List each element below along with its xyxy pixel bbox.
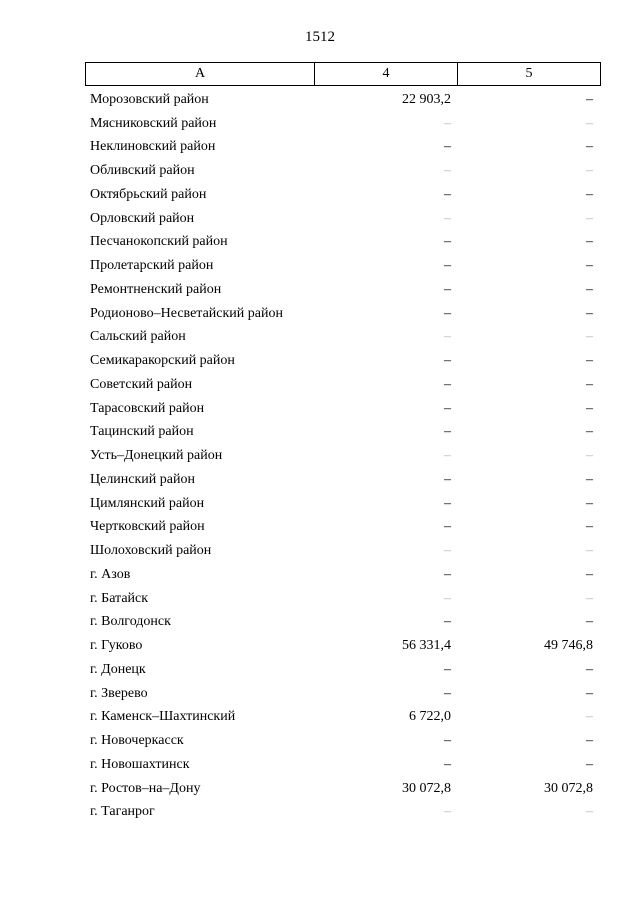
table-row bbox=[85, 658, 601, 682]
table-row bbox=[85, 492, 601, 516]
row-name: Морозовский район bbox=[90, 91, 209, 107]
row-value-col-5: 49 746,8 bbox=[544, 638, 593, 654]
row-value-col-5: – bbox=[586, 281, 593, 297]
row-value-col-4: – bbox=[444, 281, 451, 297]
row-value-col-4: – bbox=[444, 685, 451, 701]
row-value-col-4: 6 722,0 bbox=[409, 709, 451, 725]
table-row bbox=[85, 254, 601, 278]
row-value-col-4: – bbox=[444, 448, 451, 464]
table-row bbox=[85, 682, 601, 706]
row-name: г. Донецк bbox=[90, 661, 146, 677]
row-name: Сальский район bbox=[90, 329, 186, 345]
row-name: Тацинский район bbox=[90, 424, 194, 440]
row-value-col-4: – bbox=[444, 756, 451, 772]
row-value-col-4: – bbox=[444, 471, 451, 487]
row-value-col-5: – bbox=[586, 519, 593, 535]
row-value-col-5: – bbox=[586, 471, 593, 487]
table-row bbox=[85, 159, 601, 183]
row-value-col-4: – bbox=[444, 614, 451, 630]
row-name: Целинский район bbox=[90, 471, 195, 487]
row-value-col-5: – bbox=[586, 543, 593, 559]
row-value-col-4: – bbox=[444, 543, 451, 559]
page-number: 1512 bbox=[305, 29, 335, 45]
row-value-col-4: – bbox=[444, 258, 451, 274]
row-value-col-5: – bbox=[586, 91, 593, 107]
row-value-col-5: – bbox=[586, 376, 593, 392]
row-value-col-5: – bbox=[586, 661, 593, 677]
table-row bbox=[85, 231, 601, 255]
row-name: г. Волгодонск bbox=[90, 614, 171, 630]
row-value-col-5: – bbox=[586, 424, 593, 440]
row-value-col-5: 30 072,8 bbox=[544, 780, 593, 796]
row-name: Пролетарский район bbox=[90, 258, 214, 274]
row-value-col-5: – bbox=[586, 685, 593, 701]
table-row bbox=[85, 634, 601, 658]
row-value-col-5: – bbox=[586, 590, 593, 606]
row-value-col-4: – bbox=[444, 495, 451, 511]
table-row bbox=[85, 88, 601, 112]
table-row bbox=[85, 326, 601, 350]
table-row bbox=[85, 587, 601, 611]
row-name: г. Каменск–Шахтинский bbox=[90, 709, 236, 725]
row-value-col-5: – bbox=[586, 400, 593, 416]
row-value-col-5: – bbox=[586, 305, 593, 321]
row-value-col-5: – bbox=[586, 448, 593, 464]
row-name: г. Новошахтинск bbox=[90, 756, 190, 772]
row-value-col-4: – bbox=[444, 186, 451, 202]
table-row bbox=[85, 373, 601, 397]
table-row bbox=[85, 136, 601, 160]
row-value-col-4: – bbox=[444, 590, 451, 606]
row-value-col-4: – bbox=[444, 139, 451, 155]
table-row bbox=[85, 753, 601, 777]
table-row bbox=[85, 207, 601, 231]
row-value-col-4: – bbox=[444, 400, 451, 416]
row-value-col-5: – bbox=[586, 234, 593, 250]
table-row bbox=[85, 421, 601, 445]
table-row bbox=[85, 539, 601, 563]
table-row bbox=[85, 563, 601, 587]
row-name: г. Гуково bbox=[90, 638, 143, 654]
table-row bbox=[85, 397, 601, 421]
row-value-col-4: – bbox=[444, 163, 451, 179]
row-name: Усть–Донецкий район bbox=[90, 448, 223, 464]
row-value-col-4: – bbox=[444, 305, 451, 321]
row-value-col-4: 30 072,8 bbox=[402, 780, 451, 796]
row-value-col-4: – bbox=[444, 353, 451, 369]
row-value-col-5: – bbox=[586, 804, 593, 820]
row-name: г. Новочеркасск bbox=[90, 733, 184, 749]
row-name: г. Таганрог bbox=[90, 804, 155, 820]
row-name: Октябрьский район bbox=[90, 186, 207, 202]
row-value-col-5: – bbox=[586, 756, 593, 772]
table-row bbox=[85, 611, 601, 635]
row-name: Советский район bbox=[90, 376, 193, 392]
header-col-4: 4 bbox=[315, 63, 458, 85]
header-col-5: 5 bbox=[525, 66, 533, 81]
table-row bbox=[85, 278, 601, 302]
table-row bbox=[85, 302, 601, 326]
row-name: г. Азов bbox=[90, 566, 131, 582]
row-name: Цимлянский район bbox=[90, 495, 205, 511]
row-name: Семикаракорский район bbox=[90, 353, 235, 369]
row-value-col-4: – bbox=[444, 210, 451, 226]
table-row bbox=[85, 183, 601, 207]
table-row bbox=[85, 516, 601, 540]
row-name: Шолоховский район bbox=[90, 543, 212, 559]
table-row bbox=[85, 706, 601, 730]
row-value-col-5: – bbox=[586, 210, 593, 226]
row-value-col-4: – bbox=[444, 234, 451, 250]
row-value-col-5: – bbox=[586, 733, 593, 749]
row-name: Неклиновский район bbox=[90, 139, 216, 155]
row-value-col-5: – bbox=[586, 258, 593, 274]
row-value-col-5: – bbox=[586, 139, 593, 155]
row-name: Родионово–Несветайский район bbox=[90, 305, 283, 321]
table-row bbox=[85, 801, 601, 825]
row-name: г. Ростов–на–Дону bbox=[90, 780, 201, 796]
row-value-col-4: – bbox=[444, 566, 451, 582]
row-name: г. Батайск bbox=[90, 590, 149, 606]
row-name: Мясниковский район bbox=[90, 115, 217, 131]
table-row bbox=[85, 112, 601, 136]
row-value-col-5: – bbox=[586, 115, 593, 131]
row-name: Песчанокопский район bbox=[90, 234, 228, 250]
table-row bbox=[85, 349, 601, 373]
row-name: Ремонтненский район bbox=[90, 281, 222, 297]
row-value-col-4: – bbox=[444, 329, 451, 345]
row-value-col-5: – bbox=[586, 709, 593, 725]
row-value-col-5: – bbox=[586, 329, 593, 345]
table-row bbox=[85, 444, 601, 468]
row-value-col-5: – bbox=[586, 566, 593, 582]
row-name: Тарасовский район bbox=[90, 400, 205, 416]
table-body bbox=[85, 88, 601, 824]
row-value-col-4: – bbox=[444, 733, 451, 749]
table-header bbox=[85, 62, 601, 86]
row-value-col-4: – bbox=[444, 804, 451, 820]
row-value-col-5: – bbox=[586, 495, 593, 511]
row-name: Обливский район bbox=[90, 163, 195, 179]
row-name: г. Зверево bbox=[90, 685, 148, 701]
row-value-col-5: – bbox=[586, 163, 593, 179]
table-row bbox=[85, 729, 601, 753]
row-value-col-5: – bbox=[586, 353, 593, 369]
row-value-col-4: – bbox=[444, 424, 451, 440]
row-name: Орловский район bbox=[90, 210, 195, 226]
table-row bbox=[85, 777, 601, 801]
header-col-a: А bbox=[86, 63, 315, 85]
row-value-col-4: – bbox=[444, 519, 451, 535]
row-value-col-4: – bbox=[444, 661, 451, 677]
data-table bbox=[85, 62, 601, 824]
row-name: Чертковский район bbox=[90, 519, 205, 535]
row-value-col-4: – bbox=[444, 376, 451, 392]
row-value-col-4: – bbox=[444, 115, 451, 131]
row-value-col-4: 56 331,4 bbox=[402, 638, 451, 654]
row-value-col-4: 22 903,2 bbox=[402, 91, 451, 107]
row-value-col-5: – bbox=[586, 186, 593, 202]
table-row bbox=[85, 468, 601, 492]
row-value-col-5: – bbox=[586, 614, 593, 630]
